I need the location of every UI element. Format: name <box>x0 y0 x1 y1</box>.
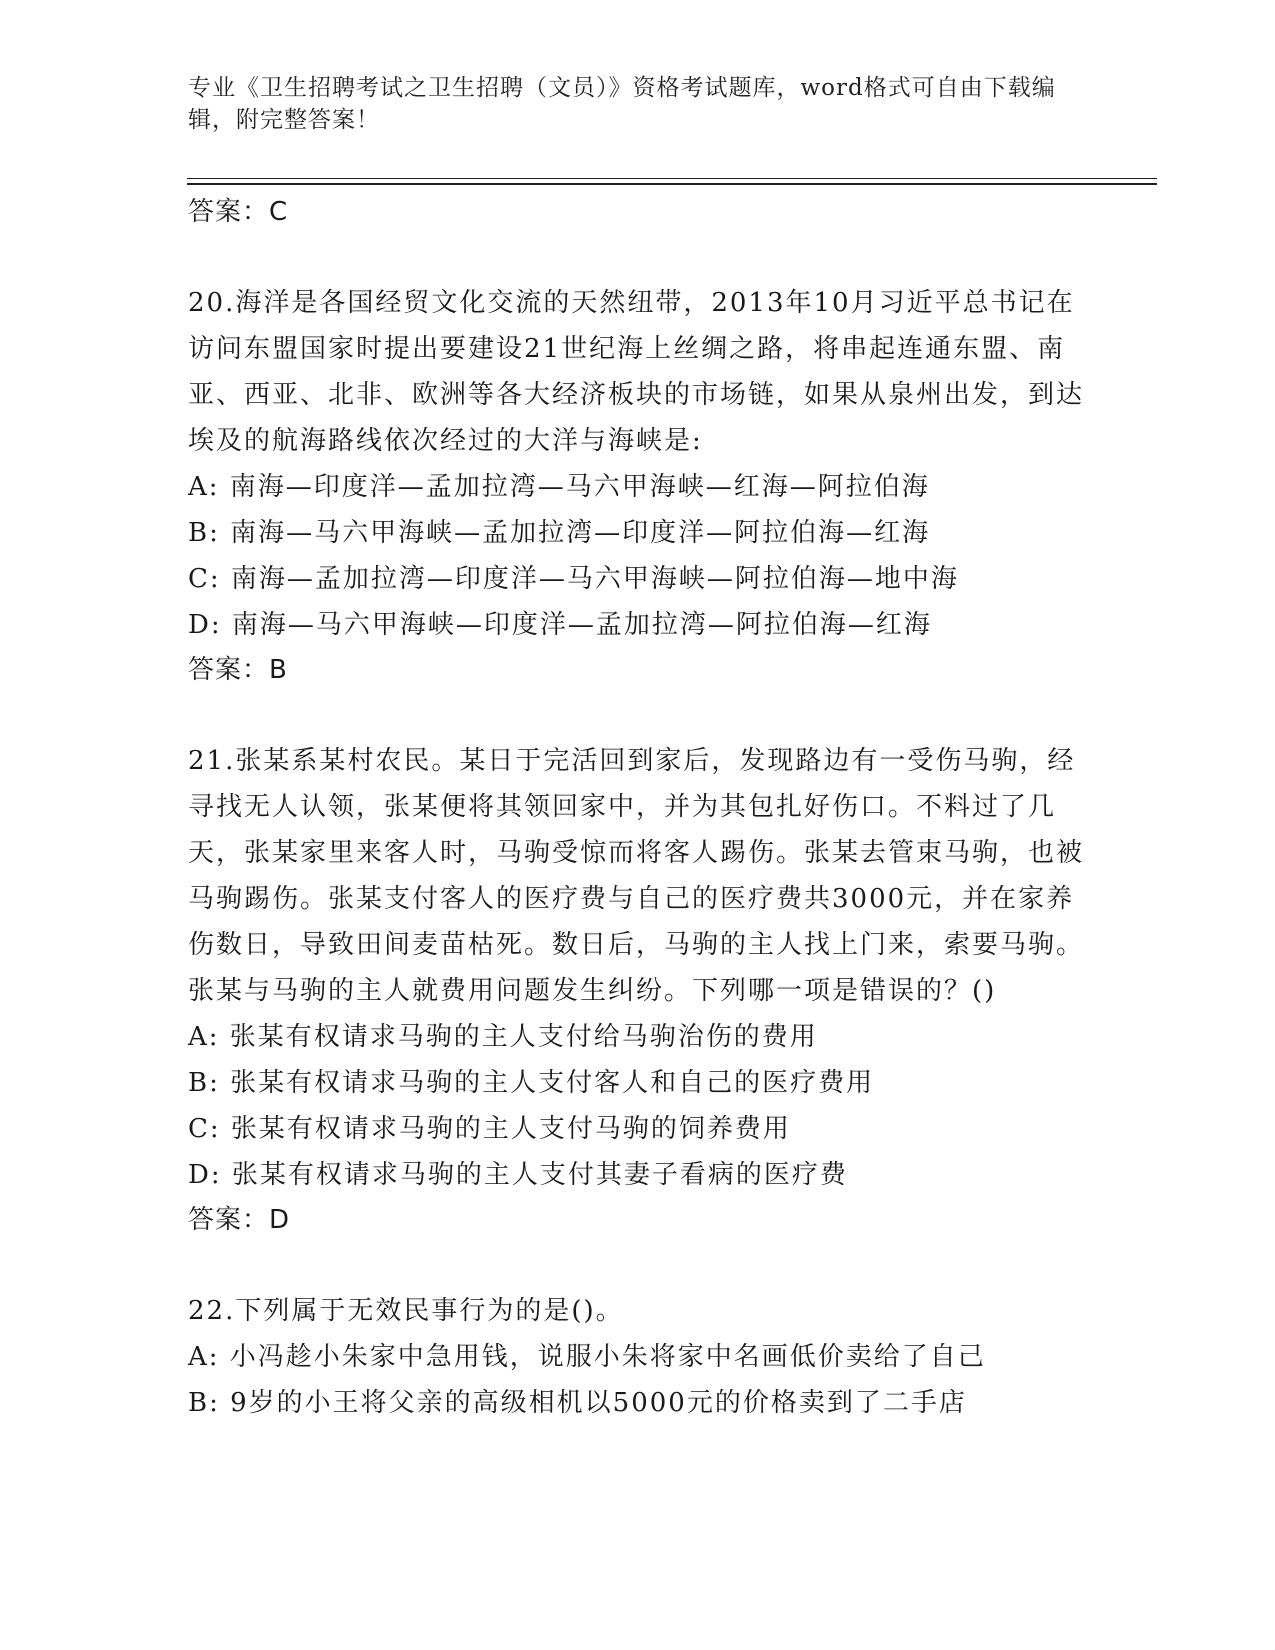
question-text-21: 21.张某系某村农民。某日于完活回到家后，发现路边有一受伤马驹，经寻找无人认领，张某便将其领回家中，并为其包扎好伤口。不料过了几天，张某家里来客人时，马驹受惊而将客人踢伤。张某去管束马驹，也被马驹踢伤。张某支付客人的医疗费与自己的医疗费共3000元，并在家养伤数日，导致田间麦苗枯死。数日后，马驹的主人找上门来，索要马驹。张某与马驹的主人就费用问题发生纠纷。下列哪一项是错误的？() <box>188 746 1085 1006</box>
option-22-a: A: 小冯趁小朱家中急用钱，说服小朱将家中名画低价卖给了自己 <box>188 1342 986 1372</box>
header-divider-thick <box>187 183 1157 185</box>
option-21-a: A: 张某有权请求马驹的主人支付给马驹治伤的费用 <box>188 1022 818 1052</box>
question-text-20: 20.海洋是各国经贸文化交流的天然纽带，2013年10月习近平总书记在访问东盟国家时提出要建设21世纪海上丝绸之路，将串起连通东盟、南亚、西亚、北非、欧洲等各大经济板块的市场链，如果从泉州出发，到达埃及的航海路线依次经过的大洋与海峡是: <box>188 288 1085 456</box>
document-header <box>188 72 1088 136</box>
option-21-b: B: 张某有权请求马驹的主人支付客人和自己的医疗费用 <box>188 1068 875 1098</box>
answer-19: 答案：C <box>188 197 289 227</box>
question-block-21 <box>188 738 1088 1242</box>
option-20-b: B: 南海—马六甲海峡—孟加拉湾—印度洋—阿拉伯海—红海 <box>188 518 931 548</box>
option-21-c: C: 张某有权请求马驹的主人支付马驹的饲养费用 <box>188 1114 791 1144</box>
header-text: 专业《卫生招聘考试之卫生招聘（文员）》资格考试题库，word格式可自由下载编辑，附完整答案！ <box>188 75 1056 133</box>
document-body <box>188 190 1088 1426</box>
question-block-22 <box>188 1288 1088 1426</box>
option-22-b: B: 9岁的小王将父亲的高级相机以5000元的价格卖到了二手店 <box>188 1388 967 1418</box>
answer-21: 答案：D <box>188 1205 291 1235</box>
question-block-20 <box>188 280 1088 692</box>
option-20-a: A: 南海—印度洋—孟加拉湾—马六甲海峡—红海—阿拉伯海 <box>188 472 930 502</box>
option-20-c: C: 南海—孟加拉湾—印度洋—马六甲海峡—阿拉伯海—地中海 <box>188 564 959 594</box>
option-20-d: D: 南海—马六甲海峡—印度洋—孟加拉湾—阿拉伯海—红海 <box>188 610 932 640</box>
option-21-d: D: 张某有权请求马驹的主人支付其妻子看病的医疗费 <box>188 1160 848 1190</box>
header-divider-thin <box>187 178 1157 179</box>
answer-20: 答案：B <box>188 655 288 685</box>
question-text-22: 22.下列属于无效民事行为的是()。 <box>188 1296 624 1326</box>
